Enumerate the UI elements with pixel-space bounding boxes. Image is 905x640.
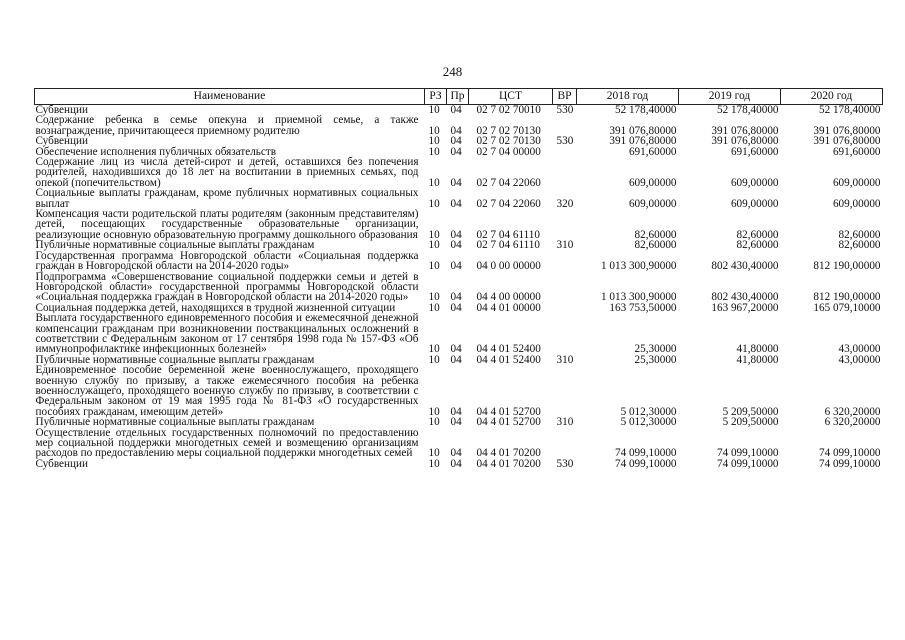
cell-rz: 10 [428,176,440,189]
header-2020: 2020 год [781,89,883,105]
cell-vr [553,428,577,459]
cell-2020: 609,00000 [832,176,881,189]
cell-2019: 41,80000 [736,343,779,356]
cell-pr: 04 [450,291,462,304]
cell-2018: 1 013 300,90000 [600,291,677,304]
cell-2018: 5 012,30000 [620,405,677,418]
cell-2018: 391 076,80000 [609,135,677,148]
cell-pr: 04 [450,416,462,429]
table-body [35,105,883,470]
cell-2020: 812 190,00000 [813,260,881,273]
cell-2020: 74 099,10000 [818,457,881,470]
cell-name: Содержание ребенка в семье опекуна и приемной семье, а также вознаграждение, причитающееся приемному родителю [35,114,419,137]
cell-name: Осуществление отдельных государственных полномочий по предоставлению мер социальной поддержки многодетных семей и возмещению организациям расходов по предоставлению меры социальной поддержки многодетных семей [35,426,419,460]
cell-2020: 43,00000 [838,343,881,356]
cell-cst: 02 7 02 70130 [476,124,541,137]
cell-name: Субвенции [35,135,88,148]
cell-name: Социальная поддержка детей, находящихся в трудной жизненной ситуации [35,301,396,314]
cell-cst: 04 0 00 00000 [476,260,541,273]
cell-vr [553,365,577,417]
cell-cst: 02 7 04 61110 [476,228,540,241]
cell-pr: 04 [450,228,462,241]
cell-cst: 02 7 04 61110 [476,239,540,252]
cell-name: Субвенции [35,457,88,470]
cell-2019: 802 430,40000 [711,291,779,304]
cell-2020: 609,00000 [832,197,881,210]
cell-pr: 04 [450,447,462,460]
table-row [35,251,883,272]
cell-2019: 609,00000 [730,197,779,210]
cell-vr: 310 [556,239,574,252]
cell-name: Выплата государственного единовременного пособия и ежемесячной денежной компенсации гражданам при возникновении поствакцинальных осложнений в соответствии с Федеральным законом от 17 сентября 1998 года № 157-ФЗ «Об иммунопрофилактике инфекционных болезней» [35,312,419,356]
header-name: Наименование [35,89,425,105]
cell-2019: 163 967,20000 [711,301,779,314]
cell-cst: 02 7 04 22060 [476,176,541,189]
cell-2019: 609,00000 [730,176,779,189]
budget-table [34,88,883,469]
cell-vr [553,303,577,313]
cell-vr: 530 [556,104,574,116]
header-cst: ЦСТ [469,89,553,105]
cell-name: Подпрограмма «Совершенствование социальной поддержки семьи и детей в Новгородской области» государственной программы Новгородской области «Социальная поддержка граждан в Новгородской области на 2014-2020 годы» [35,270,419,304]
cell-2018: 74 099,10000 [614,457,677,470]
cell-rz: 10 [428,291,440,304]
cell-2019: 802 430,40000 [711,260,779,273]
table-row [35,115,883,136]
cell-rz: 10 [428,124,440,137]
cell-name: Субвенции [35,104,88,116]
cell-2018: 25,30000 [634,343,677,356]
cell-pr: 04 [450,145,462,158]
cell-2019: 5 209,50000 [722,405,779,418]
cell-cst: 04 4 01 52700 [476,416,541,429]
cell-vr [553,272,577,303]
cell-2020: 691,60000 [832,145,881,158]
cell-vr: 310 [556,353,574,366]
cell-name: Единовременное пособие беременной жене военнослужащего, проходящего военную службу по призыву, а также ежемесячного пособия на ребенка военнослужащего, проходящего военную службу по призыву, в соответствии с Федеральным законом от 19 мая 1995 года № 81-ФЗ «О государственных пособиях гражданам, имеющим детей» [35,364,419,418]
cell-rz: 10 [428,260,440,273]
cell-2020: 812 190,00000 [813,291,881,304]
cell-pr: 04 [450,135,462,148]
cell-name: Публичные нормативные социальные выплаты гражданам [35,353,315,366]
cell-2019: 41,80000 [736,353,779,366]
cell-rz: 10 [428,228,440,241]
cell-2019: 691,60000 [730,145,779,158]
cell-pr: 04 [450,104,462,116]
cell-vr: 530 [556,135,574,148]
cell-2020: 391 076,80000 [813,135,881,148]
header-2019: 2019 год [679,89,781,105]
table-header [35,89,883,105]
header-vr: ВР [553,89,577,105]
table-row [35,209,883,240]
cell-name: Содержание лиц из числа детей-сирот и детей, оставшихся без попечения родителей, находившихся до 18 лет на воспитании в приемных семьях, под опекой (попечительством) [35,156,419,189]
cell-2019: 391 076,80000 [711,124,779,137]
cell-2020: 391 076,80000 [813,124,881,137]
cell-name: Публичные нормативные социальные выплаты гражданам [35,416,315,429]
cell-rz: 10 [428,239,440,252]
cell-2018: 163 753,50000 [609,301,677,314]
cell-vr: 530 [556,457,574,470]
cell-2018: 5 012,30000 [620,416,677,429]
cell-vr [553,147,577,157]
page-number: 248 [442,64,463,79]
cell-2018: 609,00000 [628,197,677,210]
cell-2020: 6 320,20000 [824,405,881,418]
header-row [35,89,883,105]
cell-cst: 04 4 01 70200 [476,447,541,460]
cell-rz: 10 [428,343,440,356]
cell-2018: 1 013 300,90000 [600,260,677,273]
cell-pr: 04 [450,353,462,366]
cell-name: Обеспечение исполнения публичных обязательств [35,145,277,158]
cell-cst: 02 7 04 22060 [476,197,541,210]
cell-2020: 43,00000 [838,353,881,366]
cell-2019: 82,60000 [736,239,779,252]
cell-pr: 04 [450,260,462,273]
cell-cst: 02 7 04 00000 [476,145,541,158]
cell-2019: 391 076,80000 [711,135,779,148]
cell-cst: 04 4 01 52700 [476,405,541,418]
cell-rz: 10 [428,104,440,116]
cell-2020: 82,60000 [838,239,881,252]
table-row [35,272,883,303]
cell-2018: 82,60000 [634,228,677,241]
cell-2018: 609,00000 [628,176,677,189]
header-pr: Пр [447,89,469,105]
table-row [35,365,883,417]
table-row [35,188,883,209]
cell-2019: 74 099,10000 [716,457,779,470]
cell-2019: 82,60000 [736,228,779,241]
cell-rz: 10 [428,447,440,460]
cell-vr [553,209,577,240]
cell-rz: 10 [428,416,440,429]
header-rz: РЗ [425,89,447,105]
cell-rz: 10 [428,135,440,148]
cell-rz: 10 [428,301,440,314]
cell-name: Государственная программа Новгородской области «Социальная поддержка граждан в Новгородской области на 2014-2020 годы» [35,249,419,273]
cell-2018: 74 099,10000 [614,447,677,460]
cell-2019: 74 099,10000 [716,447,779,460]
cell-pr: 04 [450,197,462,210]
table-row [35,313,883,355]
cell-pr: 04 [450,457,462,470]
cell-2020: 6 320,20000 [824,416,881,429]
cell-2020: 165 079,10000 [813,301,881,314]
cell-name: Публичные нормативные социальные выплаты гражданам [35,239,315,252]
cell-2019: 5 209,50000 [722,416,779,429]
cell-2018: 82,60000 [634,239,677,252]
cell-cst: 04 4 01 70200 [476,457,541,470]
cell-2019: 52 178,40000 [716,104,779,116]
cell-rz: 10 [428,145,440,158]
cell-2020: 82,60000 [838,228,881,241]
cell-rz: 10 [428,353,440,366]
cell-2020: 52 178,40000 [818,104,881,116]
cell-pr: 04 [450,343,462,356]
cell-vr [553,115,577,136]
cell-rz: 10 [428,457,440,470]
cell-pr: 04 [450,405,462,418]
table-row [35,157,883,188]
table-row [35,428,883,459]
cell-pr: 04 [450,124,462,137]
cell-vr [553,313,577,355]
cell-2018: 52 178,40000 [614,104,677,116]
cell-vr: 320 [556,197,574,210]
cell-cst: 02 7 02 70130 [476,135,541,148]
cell-rz: 10 [428,197,440,210]
cell-name: Социальные выплаты гражданам, кроме публичных нормативных социальных выплат [35,187,419,210]
cell-cst: 04 4 01 52400 [476,343,541,356]
cell-vr [553,251,577,272]
cell-2018: 391 076,80000 [609,124,677,137]
cell-cst: 02 7 02 70010 [476,104,541,116]
cell-2018: 691,60000 [628,145,677,158]
cell-rz: 10 [428,405,440,418]
cell-cst: 04 4 01 00000 [476,301,541,314]
cell-pr: 04 [450,239,462,252]
cell-2020: 74 099,10000 [818,447,881,460]
cell-cst: 04 4 01 52400 [476,353,541,366]
cell-cst: 04 4 00 00000 [476,291,541,304]
cell-pr: 04 [450,301,462,314]
cell-pr: 04 [450,176,462,189]
cell-vr [553,157,577,188]
table-row [35,459,883,469]
cell-vr: 310 [556,416,574,429]
cell-2018: 25,30000 [634,353,677,366]
header-2018: 2018 год [577,89,679,105]
cell-name: Компенсация части родительской платы родителям (законным представителям) детей, посещающих государственные образовательные организации, реализующие основную образовательную программу дошкольного образования [35,208,419,241]
